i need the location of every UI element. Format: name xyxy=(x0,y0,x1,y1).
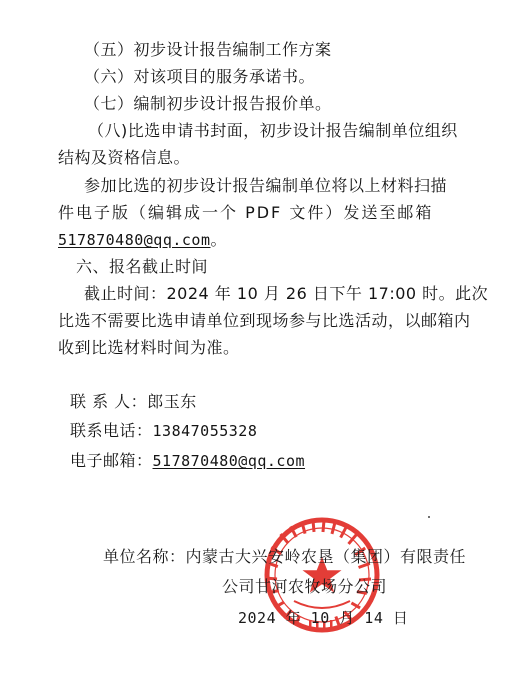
contact-phone-value: 13847055328 xyxy=(152,422,258,440)
stray-dot xyxy=(428,516,430,518)
item-8: （八)比选申请书封面，初步设计报告编制单位组织 xyxy=(88,121,458,140)
submission-end-punct: 。 xyxy=(210,230,228,249)
deadline-line3: 收到比选材料时间为准。 xyxy=(58,338,240,357)
item-8-continuation: 结构及资格信息。 xyxy=(58,148,191,167)
submission-paragraph-line1: 参加比选的初步设计报告编制单位将以上材料扫描 xyxy=(84,176,448,195)
contact-email-row xyxy=(70,450,305,472)
contact-person-row xyxy=(70,391,197,413)
signature-date: 2024 年 10 月 14 日 xyxy=(238,609,409,627)
contact-person-value: 郎玉东 xyxy=(147,392,197,411)
submission-paragraph-line2: 件电子版（编辑成一个 PDF 文件）发送至邮箱 xyxy=(58,203,434,222)
deadline-line1: 截止时间：2024 年 10 月 26 日下午 17:00 时。此次 xyxy=(84,284,489,303)
unit-name-row xyxy=(103,546,466,568)
contact-phone-row xyxy=(70,420,257,442)
unit-name-value-line1: 内蒙古大兴安岭农垦（集团）有限责任 xyxy=(185,547,467,566)
unit-name-value-line2: 公司甘河农牧场分公司 xyxy=(222,577,388,596)
item-7: （七）编制初步设计报告报价单。 xyxy=(84,94,332,113)
deadline-line2: 比选不需要比选申请单位到现场参与比选活动，以邮箱内 xyxy=(58,311,471,330)
item-5: （五）初步设计报告编制工作方案 xyxy=(84,40,332,59)
contact-email-link[interactable]: 517870480@qq.com xyxy=(152,452,306,470)
unit-name-label: 单位名称： xyxy=(103,547,186,566)
submission-email-link[interactable]: 517870480@qq.com xyxy=(58,231,211,249)
contact-phone-label: 联系电话： xyxy=(70,421,153,440)
item-6: （六）对该项目的服务承诺书。 xyxy=(84,67,316,86)
contact-person-label: 联 系 人： xyxy=(70,392,148,411)
section-6-heading: 六、报名截止时间 xyxy=(76,257,209,276)
contact-email-label: 电子邮箱： xyxy=(70,451,153,470)
submission-paragraph-line3 xyxy=(58,229,227,251)
